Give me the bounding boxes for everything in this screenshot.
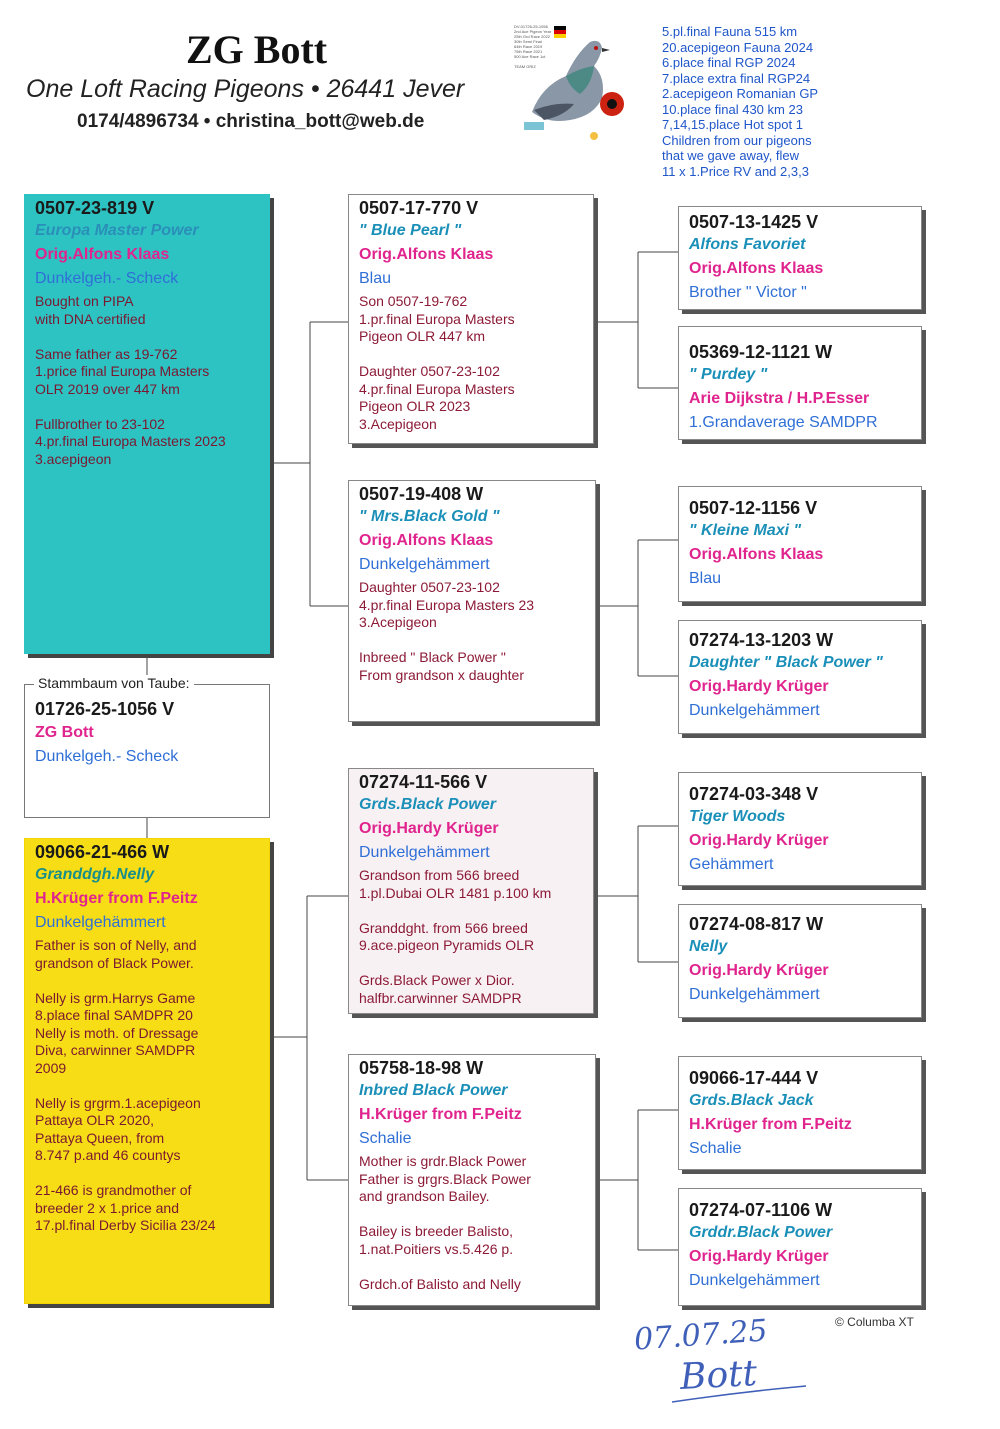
breeder: Orig.Alfons Klaas [689, 546, 824, 563]
achievement-item: Children from our pigeons [662, 132, 812, 148]
paternal-grandfather-box [348, 194, 594, 444]
pigeon-notes: Grandson from 566 breed 1.pl.Dubai OLR 1481 p.100 km Granddght. from 566 breed 9.ace.pigeon Pyramids OLR Grds.Black Power x Dior. halfbr.carwinner SAMDPR [359, 867, 552, 1006]
achievement-item: 20.acepigeon Fauna 2024 [662, 39, 814, 55]
breeder: H.Krüger from F.Peitz [35, 890, 198, 907]
pigeon-name: Grds.Black Power [359, 796, 496, 813]
ring-number: 0507-12-1156 V [689, 498, 818, 518]
subject-label: Stammbaum von Taube: [34, 675, 194, 691]
breeder: Orig.Hardy Krüger [689, 962, 829, 979]
ring-number: 0507-23-819 V [35, 198, 155, 218]
pigeon-name: Nelly [689, 938, 728, 955]
paternal-grandmother-box [348, 480, 596, 722]
pigeon-name: Daughter " Black Power " [689, 654, 883, 671]
pigeon-color: Dunkelgehämmert [35, 914, 166, 931]
contact-line: 0174/4896734 • christina_bott@web.de [77, 111, 425, 132]
pigeon-color: Dunkelgehämmert [689, 702, 820, 719]
pigeon-notes: Daughter 0507-23-102 4.pr.final Europa Masters 23 3.Acepigeon Inbreed " Black Power " From grandson x daughter [359, 579, 535, 683]
subject-breeder: ZG Bott [35, 724, 94, 741]
great-grandparent-box [678, 206, 922, 310]
page-title: ZG Bott [186, 27, 328, 72]
achievement-item: 7.place extra final RGP24 [662, 70, 811, 86]
great-grandparent-box [678, 1188, 922, 1306]
pigeon-name: Europa Master Power [35, 222, 199, 239]
achievement-item: 2.acepigeon Romanian GP [662, 86, 819, 101]
pigeon-color: Dunkelgehämmert [689, 986, 820, 1003]
ring-number: 07274-07-1106 W [689, 1200, 833, 1220]
copyright: © Columba XT [835, 1315, 914, 1329]
breeder: Orig.Alfons Klaas [35, 246, 170, 263]
breeder: Orig.Alfons Klaas [359, 532, 494, 549]
ring-number: 0507-13-1425 V [689, 212, 819, 232]
breeder: H.Krüger from F.Peitz [359, 1106, 522, 1123]
breeder: Orig.Hardy Krüger [689, 832, 829, 849]
pigeon-name: Grds.Black Jack [689, 1092, 814, 1109]
achievement-item: that we gave away, flew [662, 148, 800, 163]
achievement-item: 6.place final RGP 2024 [662, 55, 796, 70]
pigeon-color: Dunkelgehämmert [359, 844, 490, 861]
pigeon-name: Alfons Favoriet [689, 236, 806, 253]
pigeon-name: Inbred Black Power [359, 1082, 508, 1099]
signature-name: Bott [678, 1353, 759, 1398]
pigeon-color: Blau [689, 570, 722, 587]
pigeon-color: 1.Grandaverage SAMDPR [689, 414, 878, 431]
breeder: Orig.Hardy Krüger [359, 820, 499, 837]
ring-number: 0507-17-770 V [359, 198, 479, 218]
father-box [24, 194, 270, 654]
pigeon-color: Dunkelgehämmert [689, 1272, 820, 1289]
breeder: Orig.Alfons Klaas [689, 260, 824, 277]
pigeon-color: Schalie [359, 1130, 412, 1147]
great-grandparent-box [678, 772, 922, 886]
pigeon-notes: Father is son of Nelly, and grandson of Black Power. Nelly is grm.Harrys Game 8.place final SAMDPR 20 Nelly is moth. of Dressage Diva, carwinner SAMDPR 2009 Nelly is grgrm.1.acepigeon Pattaya OLR 2020, Pattaya Queen, from 8.747 p.and 46 countys 21-466 is grandmother of breeder 2 x 1.price and 17.pl.final Derby Sicilia 23/24 [35, 937, 216, 1233]
subject-ring: 01726-25-1056 V [35, 699, 175, 719]
achievement-item: 7,14,15.place Hot spot 1 [662, 117, 803, 132]
breeder: Orig.Hardy Krüger [689, 678, 829, 695]
pigeon-name: Tiger Woods [689, 808, 786, 825]
pigeon-notes: Bought on PIPA with DNA certified Same father as 19-762 1.price final Europa Masters OLR 2019 over 447 km Fullbrother to 23-102 4.pr.final Europa Masters 2023 3.acepigeon [35, 293, 226, 467]
breeder: Orig.Hardy Krüger [689, 1248, 829, 1265]
pigeon-name: " Blue Pearl " [359, 222, 462, 239]
subject-color: Dunkelgeh.- Scheck [35, 748, 179, 765]
pigeon-name: Granddgh.Nelly [35, 866, 155, 883]
pigeon-name: " Mrs.Black Gold " [359, 508, 500, 525]
great-grandparent-box [678, 1056, 922, 1170]
achievement-item: 10.place final 430 km 23 [662, 101, 803, 117]
achievement-item: 5.pl.final Fauna 515 km [662, 24, 798, 39]
photo-caption: DV-01726-25-1056 2nd Ace Pigeon Year 25th Grd Race 2022 30th Semi Final 64th Race 2019 75th Race 2021 500 Ace Race 1ct TEAM GRIZ [514, 24, 552, 69]
breeder: Arie Dijkstra / H.P.Esser [689, 390, 870, 407]
maternal-grandfather-box [348, 768, 594, 1014]
ring-number: 07274-03-348 V [689, 784, 819, 804]
breeder: H.Krüger from F.Peitz [689, 1116, 852, 1133]
achievement-item: 11 x 1.Price RV and 2,3,3 [662, 163, 809, 179]
ring-number: 05758-18-98 W [359, 1058, 484, 1078]
signature-date: 07.07.25 [632, 1313, 769, 1358]
pigeon-notes: Mother is grdr.Black Power Father is grgrs.Black Power and grandson Bailey. Bailey is breeder Balisto, 1.nat.Poitiers vs.5.426 p. Grdch.of Balisto and Nelly [359, 1153, 531, 1292]
pigeon-color: Blau [359, 270, 392, 287]
subject-box [24, 684, 270, 818]
ring-number: 07274-13-1203 W [689, 630, 834, 650]
ring-number: 05369-12-1121 W [689, 342, 833, 362]
great-grandparent-box [678, 904, 922, 1018]
pigeon-color: Dunkelgehämmert [359, 556, 490, 573]
ring-number: 09066-17-444 V [689, 1068, 819, 1088]
breeder: Orig.Alfons Klaas [359, 246, 494, 263]
great-grandparent-box [678, 620, 922, 734]
pigeon-color: Brother " Victor " [689, 284, 807, 301]
pigeon-name: " Purdey " [689, 366, 768, 383]
ring-number: 09066-21-466 W [35, 842, 170, 862]
pigeon-color: Dunkelgeh.- Scheck [35, 270, 179, 287]
page-subtitle: One Loft Racing Pigeons • 26441 Jever [26, 75, 465, 103]
mother-box [24, 838, 270, 1304]
pigeon-notes: Son 0507-19-762 1.pr.final Europa Masters Pigeon OLR 447 km Daughter 0507-23-102 4.pr.final Europa Masters Pigeon OLR 2023 3.Acepigeon [359, 293, 515, 432]
pigeon-color: Schalie [689, 1140, 742, 1157]
pigeon-name: Grddr.Black Power [689, 1224, 833, 1241]
great-grandparent-box [678, 326, 922, 440]
pigeon-color: Gehämmert [689, 856, 774, 873]
great-grandparent-box [678, 486, 922, 602]
ring-number: 07274-11-566 V [359, 772, 488, 792]
maternal-grandmother-box [348, 1054, 596, 1306]
pigeon-name: " Kleine Maxi " [689, 522, 802, 539]
ring-number: 0507-19-408 W [359, 484, 484, 504]
ring-number: 07274-08-817 W [689, 914, 824, 934]
